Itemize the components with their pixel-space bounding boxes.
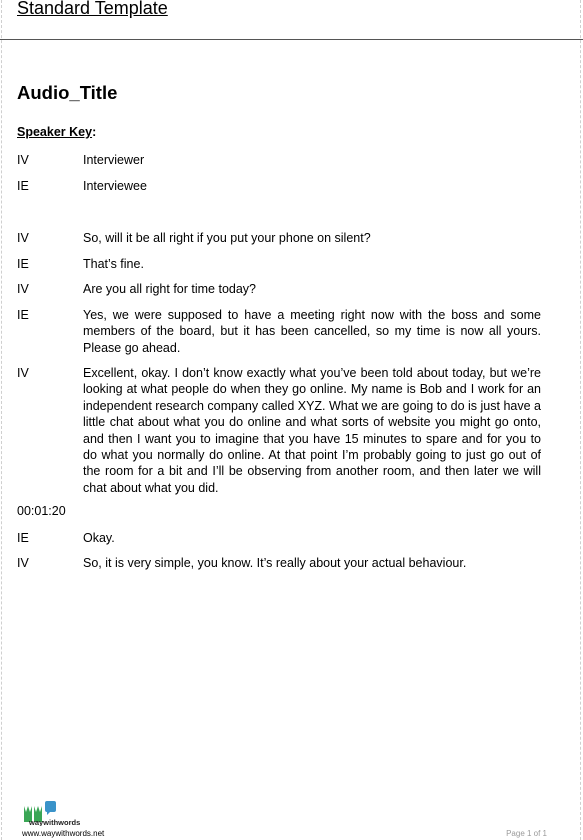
turn-text: So, it is very simple, you know. It’s really about your actual behaviour. [83,556,467,570]
speaker-key-heading-label: Speaker Key [17,125,93,139]
page-edge-right [580,0,581,840]
turn-speaker: IE [17,531,29,545]
waywithwords-logo [22,800,92,826]
turn-speaker: IV [17,556,29,570]
speaker-label: Interviewer [83,153,145,167]
turn-text: Yes, we were supposed to have a meeting right now with the boss and some members of the board, but it has been cancelled, so my time is now all yours. Please go ahead. [83,308,541,355]
logo-wordmark: waywithwords [29,818,81,826]
turn-speaker: IE [17,257,29,271]
turn-speaker: IV [17,231,29,245]
footer-url: www.waywithwords.net [22,829,105,838]
speaker-label: Interviewee [83,179,147,193]
timestamp: 00:01:20 [17,504,66,518]
document-title: Audio_Title [17,82,118,103]
turn-speaker: IE [17,308,29,322]
header-rule [0,39,583,40]
turn-text: Okay. [83,531,115,545]
page-number: Page 1 of 1 [506,829,547,838]
turn-text: Are you all right for time today? [83,282,256,296]
speaker-key-heading [17,125,96,139]
speaker-code: IE [17,179,29,193]
turn-speaker: IV [17,366,29,380]
turn-speaker: IV [17,282,29,296]
header-title: Standard Template [17,0,168,18]
page-edge-left [1,0,2,840]
turn-text: Excellent, okay. I don’t know exactly what you’ve been told about today, but we’re looking at what people do when they go online. My name is Bob and I work for an independent research company called XYZ. What we are going to do is just have a little chat about what you do online and what sorts of website you might go onto, and then I want you to imagine that you have 15 minutes to spare and for you to do what you normally do online. At that point I’m probably going to just go out of the room for a bit and I’ll be observing from another room, and then later we will chat about what you did. [83,366,541,495]
turn-text: That’s fine. [83,257,144,271]
speaker-key-heading-colon: : [92,125,97,139]
turn-text: So, will it be all right if you put your phone on silent? [83,231,371,245]
speaker-code: IV [17,153,29,167]
